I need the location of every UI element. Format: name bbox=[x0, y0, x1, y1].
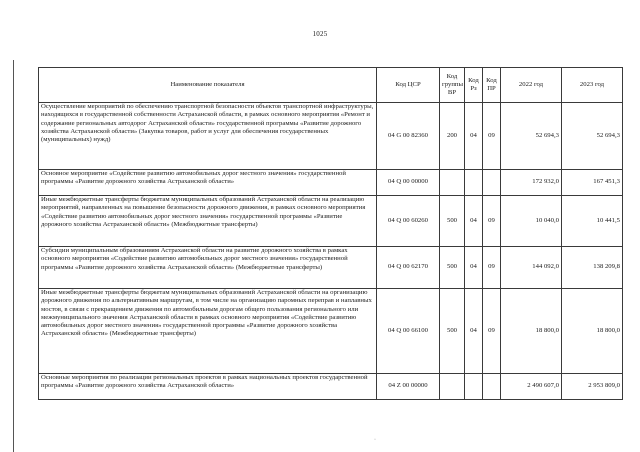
row-rz: 04 bbox=[465, 247, 483, 289]
table-header-row bbox=[39, 68, 623, 103]
row-rz: 04 bbox=[465, 196, 483, 247]
row-csr: 04 Z 00 00000 bbox=[377, 374, 440, 400]
table-row bbox=[39, 247, 623, 289]
row-csr: 04 Q 00 66100 bbox=[377, 289, 440, 374]
row-vr: 500 bbox=[440, 247, 465, 289]
row-name: Иные межбюджетные трансферты бюджетам муниципальных образований Астраханской области на организацию дорожного движения по альтернативным маршрутам, в том числе на организацию паромных переправ и наплавных мостов, в связи с прекращением движения по автомобильным дорогам общего пользования регионального или межмуниципального значения Астраханской области в рамках основного мероприятия «Содействие развитию автомобильных дорог местного значения» государственной программы «Развитие дорожного хозяйства Астраханской области» (Межбюджетные трансферты) bbox=[39, 289, 377, 374]
row-pr bbox=[483, 170, 501, 196]
row-name: Основные мероприятия по реализации региональных проектов в рамках национальных проектов государственной программы «Развитие дорожного хозяйства Астраханской области» bbox=[39, 374, 377, 400]
scan-margin-line bbox=[13, 60, 14, 452]
table-row bbox=[39, 289, 623, 374]
row-2022: 10 040,0 bbox=[501, 196, 562, 247]
header-pr: Код ПР bbox=[483, 68, 501, 103]
scan-speck: · bbox=[374, 437, 376, 443]
row-2023: 52 694,3 bbox=[562, 103, 623, 170]
row-rz bbox=[465, 170, 483, 196]
row-csr: 04 Q 00 60260 bbox=[377, 196, 440, 247]
row-2022: 52 694,3 bbox=[501, 103, 562, 170]
budget-table bbox=[38, 67, 623, 400]
row-name: Основное мероприятие «Содействие развитию автомобильных дорог местного значения» государственной программы «Развитие дорожного хозяйства Астраханской области» bbox=[39, 170, 377, 196]
row-vr: 200 bbox=[440, 103, 465, 170]
row-vr: 500 bbox=[440, 289, 465, 374]
row-vr: 500 bbox=[440, 196, 465, 247]
row-pr: 09 bbox=[483, 103, 501, 170]
header-csr: Код ЦСР bbox=[377, 68, 440, 103]
row-name: Субсидии муниципальным образованиям Астраханской области на развитие дорожного хозяйства в рамках основного мероприятия «Содействие развитию автомобильных дорог местного значения» государственной программы «Развитие дорожного хозяйства Астраханской области» (Межбюджетные трансферты) bbox=[39, 247, 377, 289]
row-rz: 04 bbox=[465, 289, 483, 374]
row-2023: 18 800,0 bbox=[562, 289, 623, 374]
row-name: Иные межбюджетные трансферты бюджетам муниципальных образований Астраханской области на реализацию мероприятий, направленных на повышение безопасности дорожного движения, в рамках основного мероприятия «Содействие развитию автомобильных дорог местного значения» государственной программы «Развитие дорожного хозяйства Астраханской области» (Межбюджетные трансферты) bbox=[39, 196, 377, 247]
row-2022: 144 092,0 bbox=[501, 247, 562, 289]
row-2022: 18 800,0 bbox=[501, 289, 562, 374]
row-rz bbox=[465, 374, 483, 400]
row-csr: 04 G 00 82360 bbox=[377, 103, 440, 170]
row-pr: 09 bbox=[483, 289, 501, 374]
header-2022: 2022 год bbox=[501, 68, 562, 103]
row-2023: 167 451,3 bbox=[562, 170, 623, 196]
table-row bbox=[39, 374, 623, 400]
row-2023: 2 953 809,0 bbox=[562, 374, 623, 400]
row-csr: 04 Q 00 62170 bbox=[377, 247, 440, 289]
table-row bbox=[39, 170, 623, 196]
table-row bbox=[39, 196, 623, 247]
row-pr: 09 bbox=[483, 196, 501, 247]
row-rz: 04 bbox=[465, 103, 483, 170]
row-2022: 172 932,0 bbox=[501, 170, 562, 196]
header-vr: Код группы ВР bbox=[440, 68, 465, 103]
row-pr bbox=[483, 374, 501, 400]
row-2023: 138 209,8 bbox=[562, 247, 623, 289]
header-rz: Код Рз bbox=[465, 68, 483, 103]
row-pr: 09 bbox=[483, 247, 501, 289]
row-vr bbox=[440, 374, 465, 400]
page-number: 1025 bbox=[312, 30, 328, 38]
row-vr bbox=[440, 170, 465, 196]
header-name: Наименование показателя bbox=[39, 68, 377, 103]
row-csr: 04 Q 00 00000 bbox=[377, 170, 440, 196]
table-row bbox=[39, 103, 623, 170]
row-name: Осуществление мероприятий по обеспечению транспортной безопасности объектов транспортной инфраструктуры, находящихся в государственной собственности Астраханской области, в рамках основного мероприятия «Ремонт и содержание региональных автодорог Астраханской области» государственной программы «Развитие дорожного хозяйства Астраханской области» (Закупка товаров, работ и услуг для обеспечения государственных (муниципальных) нужд) bbox=[39, 103, 377, 170]
header-2023: 2023 год bbox=[562, 68, 623, 103]
row-2023: 10 441,5 bbox=[562, 196, 623, 247]
row-2022: 2 490 607,0 bbox=[501, 374, 562, 400]
